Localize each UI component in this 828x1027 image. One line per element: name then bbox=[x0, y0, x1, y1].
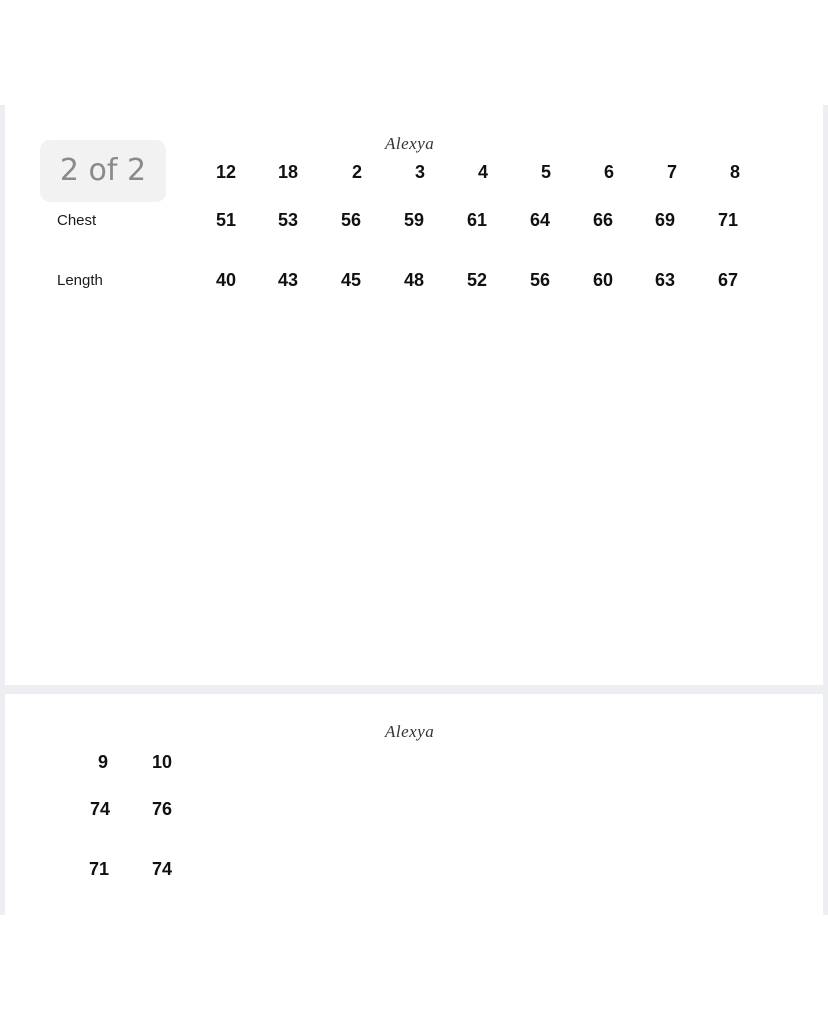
size-header-cell: 9 bbox=[97, 752, 108, 772]
row-label-length: Length bbox=[57, 272, 103, 289]
table-cell: 43 bbox=[277, 270, 299, 290]
table-cell: 71 bbox=[88, 859, 110, 879]
size-header-cell: 10 bbox=[151, 752, 173, 772]
table-cell: 74 bbox=[89, 799, 111, 819]
table-cell: 48 bbox=[403, 270, 425, 290]
table-cell: 63 bbox=[654, 270, 676, 290]
brand-logo: Alexya bbox=[385, 134, 435, 153]
table-cell: 67 bbox=[717, 270, 739, 290]
table-cell: 51 bbox=[215, 210, 237, 230]
size-header-cell: 7 bbox=[666, 162, 677, 182]
table-cell: 56 bbox=[529, 270, 551, 290]
row-label-chest: Chest bbox=[57, 212, 97, 229]
page-indicator: 2 of 2 bbox=[40, 140, 166, 202]
size-header-cell: 4 bbox=[477, 162, 488, 182]
size-header-cell: 3 bbox=[414, 162, 425, 182]
size-header-cell: 8 bbox=[729, 162, 740, 182]
size-header-cell: 6 bbox=[603, 162, 614, 182]
table-cell: 59 bbox=[403, 210, 425, 230]
table-cell: 71 bbox=[717, 210, 739, 230]
brand-logo: Alexya bbox=[385, 722, 435, 741]
table-cell: 52 bbox=[466, 270, 488, 290]
table-cell: 69 bbox=[654, 210, 676, 230]
table-cell: 76 bbox=[151, 799, 173, 819]
table-cell: 74 bbox=[151, 859, 173, 879]
size-header-cell: 18 bbox=[277, 162, 299, 182]
table-cell: 56 bbox=[340, 210, 362, 230]
size-header-cell: 2 bbox=[351, 162, 362, 182]
table-cell: 40 bbox=[215, 270, 237, 290]
table-cell: 61 bbox=[466, 210, 488, 230]
size-header-cell: 5 bbox=[540, 162, 551, 182]
table-cell: 60 bbox=[592, 270, 614, 290]
table-cell: 66 bbox=[592, 210, 614, 230]
size-header-cell: 12 bbox=[215, 162, 237, 182]
table-cell: 53 bbox=[277, 210, 299, 230]
table-cell: 64 bbox=[529, 210, 551, 230]
table-cell: 45 bbox=[340, 270, 362, 290]
